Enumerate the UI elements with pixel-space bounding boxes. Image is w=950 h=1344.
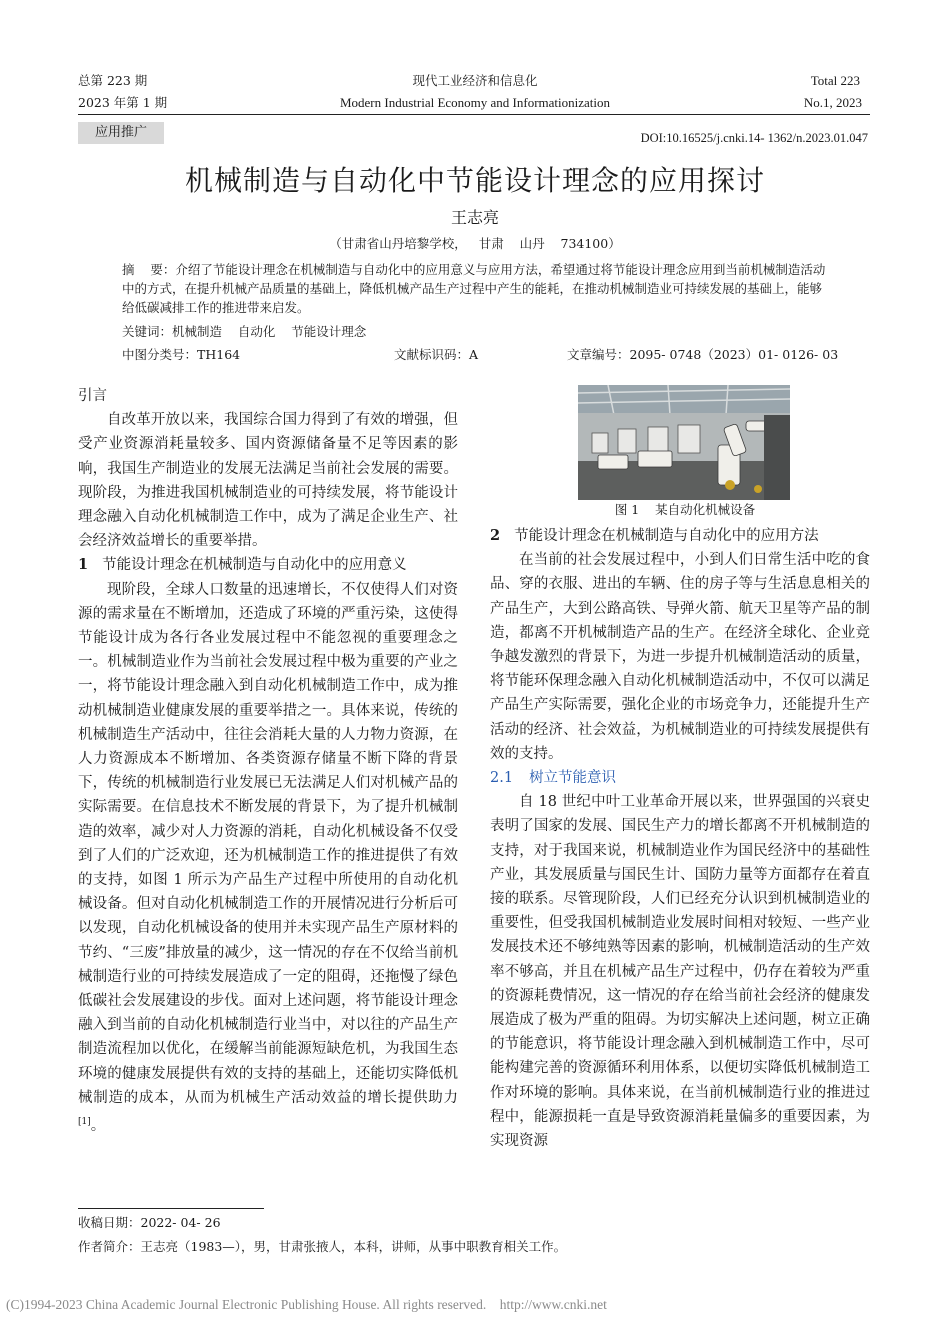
abstract: [122, 260, 828, 317]
received-date: 收稿日期：2022- 04- 26: [78, 1215, 221, 1230]
article-number: 文章编号：2095- 0748（2023）01- 0126- 03: [567, 347, 839, 362]
intro-heading: 引言: [78, 388, 107, 404]
issue-number: 2023 年第 1 期: [78, 95, 168, 110]
intro-paragraph: 自改革开放以来，我国综合国力得到了有效的增强，但受产业资源消耗量较多、国内资源储备量不足等因素的影响，我国生产制造业的发展无法满足当前社会发展的需要。现阶段，为推进我国机械制造业的可持续发展，将节能设计理念融入自动化机械制造工作中，成为了满足企业生产、社会经济效益增长的重要举措。: [78, 412, 458, 550]
header-rule: [78, 114, 870, 115]
doi: DOI:10.16525/j.cnki.14- 1362/n.2023.01.047: [640, 131, 868, 145]
abstract-label: 摘 要：: [122, 262, 176, 277]
section-1-number: 1: [78, 556, 89, 574]
journal-name-en: Modern Industrial Economy and Informationization: [339, 95, 611, 110]
right-column: [490, 524, 870, 1153]
author-bio: 作者简介：王志亮（1983—），男，甘肃张掖人，本科，讲师，从事中职教育相关工作。: [78, 1239, 567, 1254]
copyright-notice: (C)1994-2023 China Academic Journal Electronic Publishing House. All rights reserved. http://www.cnki.net: [6, 1297, 607, 1312]
section-tag: 应用推广: [78, 122, 164, 144]
article-title: 机械制造与自动化中节能设计理念的应用探讨: [184, 164, 765, 197]
clc-number: 中图分类号：TH164: [122, 347, 241, 362]
abstract-text: 介绍了节能设计理念在机械制造与自动化中的应用意义与应用方法，希望通过将节能设计理念应用到当前机械制造活动中的方式，在提升机械产品质量的基础上，降低机械产品生产过程中产生的能耗，在推动机械制造业可持续发展的基础上，能够给低碳减排工作的推进带来启发。: [122, 262, 826, 315]
figure-1-photo: [578, 385, 790, 500]
factory-robot-icon: [578, 385, 790, 500]
subsection-2-1-number: 2.1: [490, 770, 514, 787]
affiliation: （甘肃省山丹培黎学校， 甘肃 山丹 734100）: [329, 236, 621, 251]
reference-marker: [1]: [78, 1117, 91, 1128]
keywords: 关键词：机械制造 自动化 节能设计理念: [122, 324, 367, 339]
section-2-title: 节能设计理念在机械制造与自动化中的应用方法: [514, 528, 819, 544]
issue-total-en: Total 223: [810, 73, 860, 88]
footnote-rule: [78, 1208, 264, 1209]
section-1-paragraph: [78, 578, 458, 1139]
left-column: [78, 384, 458, 1138]
document-code: 文献标识码：A: [394, 347, 479, 362]
section-1-end: 。: [90, 1117, 106, 1134]
section-1-text: 现阶段，全球人口数量的迅速增长，不仅使得人们对资源的需求量在不断增加，还造成了环境的严重污染，这使得节能设计成为各行各业发展过程中不能忽视的重要理念之一。机械制造业作为当前社会发展过程中极为重要的产业之一，将节能设计理念融入到自动化机械制造工作中，成为推动机械制造业健康发展的重要举措之一。具体来说，传统的机械制造生产活动中，往往会消耗大量的人力物力资源，在人力资源成本不断增加、各类资源存储量不断下降的背景下，传统的机械制造行业发展已无法满足人们对机械产品的实际需要。在信息技术不断发展的背景下，为了提升机械制造的效率，减少对人力资源的消耗，自动化机械设备不仅受到了人们的广泛欢迎，还为机械制造工作的推进提供了有效的支持，如图 1 所示为产品生产过程中所使用的自动化机械设备。但对自动化机械制造工作的开展情况进行分析后可以发现，自动化机械设备的使用并未实现产品生产原材料的节约、“三废”排放量的减少，这一情况的存在不仅给当前机械制造行业的可持续发展造成了一定的阻碍，还拖慢了绿色低碳社会发展建设的步伐。面对上述问题，将节能设计理念融入到当前的自动化机械制造行业当中，对以往的产品生产制造流程加以优化，在缓解当前能源短缺危机，为我国生态环境的健康发展提供有效的支持的基础上，还能切实降低机械制造的成本，从而为机械生产活动效益的增长提供助力: [78, 581, 458, 1106]
section-2-paragraph: 在当前的社会发展过程中，小到人们日常生活中吃的食品、穿的衣服、进出的车辆、住的房子等与生活息息相关的产品生产，大到公路高铁、导弹火箭、航天卫星等产品的制造，都离不开机械制造产品的生产。在经济全球化、企业竞争越发激烈的背景下，为进一步提升机械制造活动的质量，将节能环保理念融入自动化机械制造活动中，不仅可以满足产品生产实际需要，强化企业的市场竞争力，还能提升生产活动的经济、社会效益，为机械制造业的可持续发展提供有效的支持。: [490, 552, 870, 762]
section-1-title: 节能设计理念在机械制造与自动化中的应用意义: [102, 557, 407, 574]
section-2-heading: [490, 524, 870, 548]
subsection-2-1-title: 树立节能意识: [529, 770, 617, 787]
subsection-2-1-heading: [490, 766, 870, 790]
issue-total: 总第 223 期: [78, 73, 148, 88]
section-2-number: 2: [490, 527, 501, 544]
figure-1-caption: 图 1 某自动化机械设备: [614, 502, 756, 517]
author: 王志亮: [450, 208, 499, 227]
issue-number-en: No.1, 2023: [803, 95, 862, 110]
journal-name: 现代工业经济和信息化: [412, 73, 538, 88]
section-1-heading: [78, 553, 458, 577]
subsection-2-1-paragraph: 自 18 世纪中叶工业革命开展以来，世界强国的兴衰史表明了国家的发展、国民生产力的增长都离不开机械制造的支持，对于我国来说，机械制造业作为国民经济中的基础性产业，其发展质量与国民生计、国防力量等方面都存在着直接的联系。尽管现阶段，人们已经充分认识到机械制造业的重要性，但受我国机械制造业发展时间相对较短、一些产业发展技术还不够纯熟等因素的影响，机械制造活动的生产效率不够高，并且在机械产品生产过程中，仍存在着较为严重的资源耗费情况，这一情况的存在给当前社会经济的健康发展造成了极为严重的阻碍。为切实解决上述问题，树立正确的节能意识，将节能设计理念融入到机械制造工作中，尽可能构建完善的资源循环利用体系，以便切实降低机械制造工作对环境的影响。具体来说，在当前机械制造行业的推进过程中，能源损耗一直是导致资源消耗量偏多的重要因素，为实现资源: [490, 794, 870, 1150]
